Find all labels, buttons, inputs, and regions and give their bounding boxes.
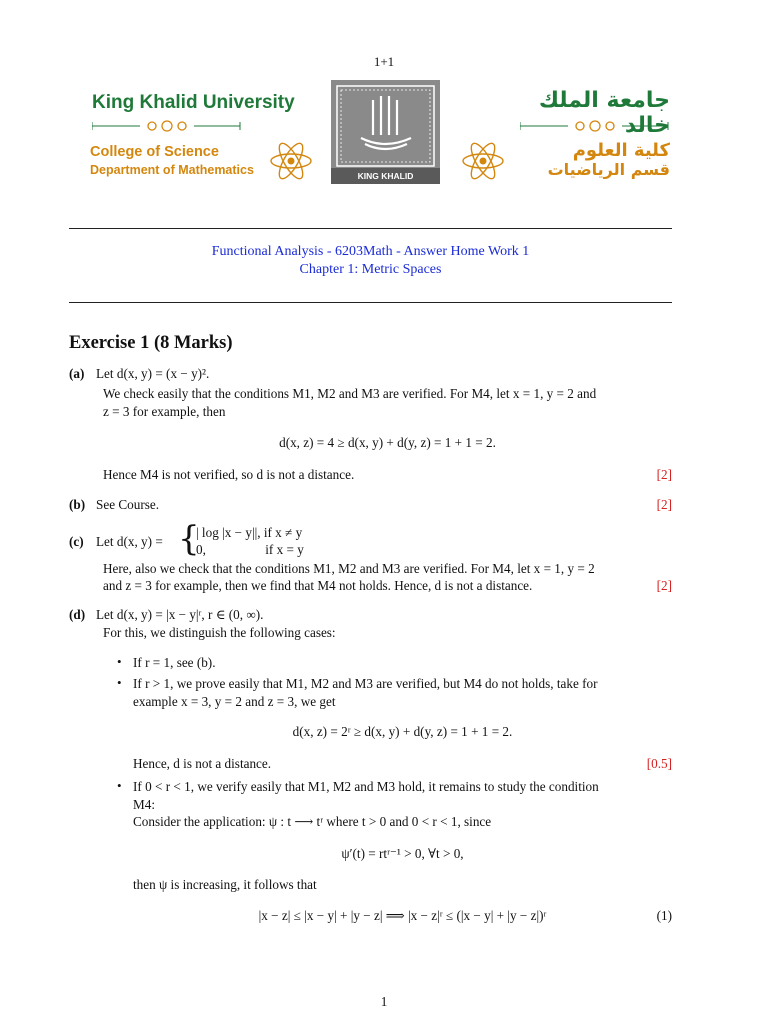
department-name-ar: قسم الرياضيات	[547, 160, 670, 179]
part-c-case-1: | log |x − y||, if x ≠ y	[196, 525, 303, 540]
part-d-bullet-2-line-1: If r > 1, we prove easily that M1, M2 and M3 are verified, but M4 do not holds, take for	[133, 676, 598, 691]
part-d-line-1: Let d(x, y) = |x − y|ʳ, r ∈ (0, ∞).	[96, 607, 264, 622]
university-name-en: King Khalid University	[92, 92, 295, 113]
ornament-right-icon	[520, 119, 670, 133]
department-name-en: Department of Mathematics	[90, 163, 254, 177]
part-a-line-3: z = 3 for example, then	[103, 404, 226, 419]
part-d-bullet-2-line-2: example x = 3, y = 2 and z = 3, we get	[133, 694, 336, 709]
atom-icon-right	[460, 138, 506, 184]
part-b-text: See Course.	[96, 497, 159, 512]
bullet-1-marker: •	[117, 654, 122, 669]
part-d-bullet-3-line-4: then ψ is increasing, it follows that	[133, 877, 317, 892]
page-number: 1	[380, 994, 388, 1009]
part-d-bullet-3-line-2: M4:	[133, 797, 155, 812]
page-label: 1+1	[373, 54, 395, 69]
title-rule-bottom	[69, 302, 672, 303]
part-d-bullet-1: If r = 1, see (b).	[133, 655, 216, 670]
part-d-bullet-3-line-3: Consider the application: ψ : t ⟶ tʳ where t > 0 and 0 < r < 1, since	[133, 814, 492, 829]
part-c-line-1: Here, also we check that the conditions M1, M2 and M3 are verified. For M4, let x = 1, y = 2	[103, 561, 595, 576]
college-name-en: College of Science	[90, 144, 219, 160]
part-d-bullet-3-equation: ψ′(t) = rtʳ⁻¹ > 0, ∀t > 0,	[341, 846, 464, 861]
part-a-equation: d(x, z) = 4 ≥ d(x, y) + d(y, z) = 1 + 1 = 2.	[279, 435, 496, 450]
ornament-left-icon	[92, 119, 242, 133]
university-name-ar: جامعة الملك خالد	[538, 88, 670, 138]
part-a-line-1: Let d(x, y) = (x − y)².	[96, 366, 210, 381]
title-line-2: Chapter 1: Metric Spaces	[299, 262, 442, 277]
bullet-2-marker: •	[117, 675, 122, 690]
part-c-lead: Let d(x, y) =	[96, 534, 163, 549]
college-name-ar: كلية العلوم	[572, 140, 670, 161]
part-d-line-2: For this, we distinguish the following cases:	[103, 625, 336, 640]
part-d-label: (d)	[69, 607, 86, 622]
part-b-mark: [2]	[656, 497, 672, 512]
exercise-heading: Exercise 1 (8 Marks)	[69, 333, 233, 353]
part-d-bullet-2-conclusion: Hence, d is not a distance.	[133, 756, 272, 771]
title-rule-top	[69, 228, 672, 229]
atom-icon-left	[268, 138, 314, 184]
part-d-bullet-3-equation-2: |x − z| ≤ |x − y| + |y − z| ⟹ |x − z|ʳ ≤ (|x − y| + |y − z|)ʳ	[258, 908, 547, 923]
part-c-line-2: and z = 3 for example, then we find that M4 not holds. Hence, d is not a distance.	[103, 578, 533, 593]
bullet-3-marker: •	[117, 778, 122, 793]
equation-number: (1)	[656, 908, 672, 923]
part-c-case-2: 0, if x = y	[196, 542, 304, 557]
part-b-label: (b)	[69, 497, 86, 512]
part-d-bullet-3-line-1: If 0 < r < 1, we verify easily that M1, M2 and M3 hold, it remains to study the condition	[133, 779, 599, 794]
university-logo	[331, 80, 440, 197]
part-c-label: (c)	[69, 534, 84, 549]
title-line-1: Functional Analysis - 6203Math - Answer Home Work 1	[211, 244, 530, 259]
part-a-conclusion: Hence M4 is not verified, so d is not a distance.	[103, 467, 355, 482]
part-c-mark: [2]	[656, 578, 672, 593]
logo-caption: KING KHALID UNIVERSITY	[357, 171, 414, 197]
ornament-left	[92, 119, 242, 138]
ornament-right	[520, 119, 670, 138]
part-d-bullet-2-equation: d(x, z) = 2ʳ ≥ d(x, y) + d(y, z) = 1 + 1 = 2.	[292, 724, 513, 739]
part-a-mark: [2]	[656, 467, 672, 482]
part-d-bullet-2-mark: [0.5]	[646, 756, 672, 771]
part-a-label: (a)	[69, 366, 85, 381]
part-a-line-2: We check easily that the conditions M1, M2 and M3 are verified. For M4, let x = 1, y = 2 and	[103, 386, 597, 401]
part-c-brace: {	[178, 519, 200, 559]
